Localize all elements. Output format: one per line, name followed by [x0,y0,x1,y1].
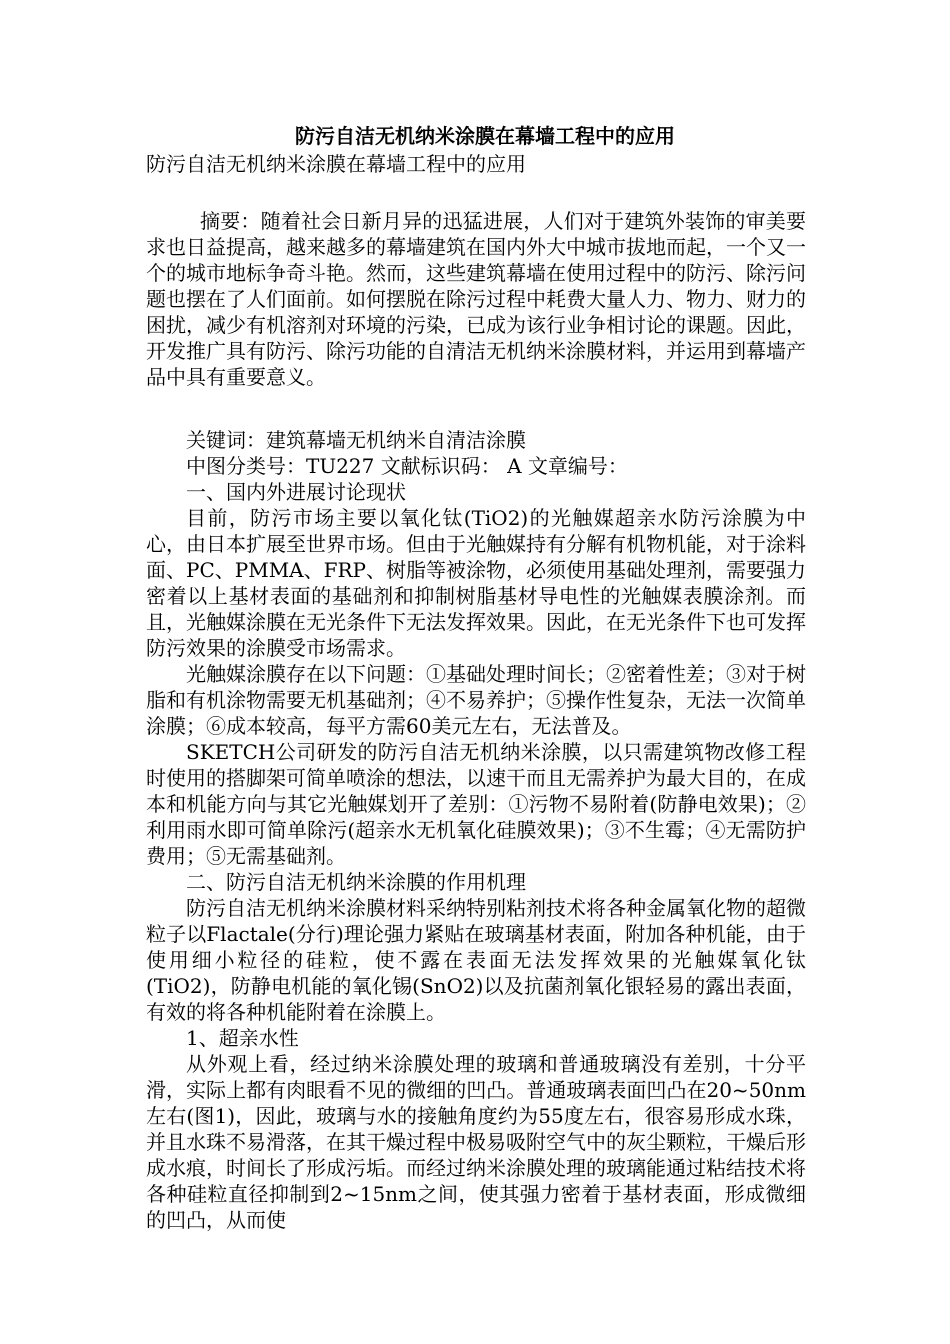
abstract-paragraph: 摘要：随着社会日新月异的迅猛进展，人们对于建筑外装饰的审美要求也日益提高，越来越多的幕墙建筑在国内外大中城市拔地而起，一个又一个的城市地标争奇斗艳。然而，这些建筑幕墙在使用过程中的防污、除污问题也摆在了人们面前。如何摆脱在除污过程中耗费大量人力、物力、财力的困扰，减少有机溶剂对环境的污染，已成为该行业争相讨论的课题。因此，开发推广具有防污、除污功能的自清洁无机纳米涂膜材料，并运用到幕墙产品中具有重要意义。 [146,209,806,389]
section2-subheading-1: 1、超亲水性 [186,1026,299,1050]
section2-paragraph-1: 防污自洁无机纳米涂膜材料采纳特别粘剂技术将各种金属氧化物的超微粒子以Flactale(分行)理论强力紧贴在玻璃基材表面，附加各种机能，由于使用细小粒径的硅粒，使不露在表面无法发挥效果的光触媒氧化钛(TiO2)，防静电机能的氧化锡(SnO2)以及抗菌剂氧化银轻易的露出表面，有效的将各种机能附着在涂膜上。 [146,896,806,1024]
section1-heading: 一、国内外进展讨论现状 [186,480,406,504]
classification-line: 中图分类号：TU227 文献标识码： A 文章编号： [186,454,628,478]
document-subtitle: 防污自洁无机纳米涂膜在幕墙工程中的应用 [146,152,526,176]
section1-paragraph-3: SKETCH公司研发的防污自洁无机纳米涂膜，以只需建筑物改修工程时使用的搭脚架可简单喷涂的想法，以速干而且无需养护为最大目的，在成本和机能方向与其它光触媒划开了差别：①污物不易附着(防静电效果)；②利用雨水即可简单除污(超亲水无机氧化硅膜效果)；③不生霉；④无需防护费用；⑤无需基础剂。 [146,740,806,868]
section2-paragraph-2: 从外观上看，经过纳米涂膜处理的玻璃和普通玻璃没有差别，十分平滑，实际上都有肉眼看不见的微细的凹凸。普通玻璃表面凹凸在20~50nm左右(图1)，因此，玻璃与水的接触角度约为55度左右，很容易形成水珠，并且水珠不易滑落，在其干燥过程中极易吸附空气中的灰尘颗粒，干燥后形成水痕，时间长了形成污垢。而经过纳米涂膜处理的玻璃能通过粘结技术将各种硅粒直径抑制到2~15nm之间，使其强力密着于基材表面，形成微细的凹凸，从而使 [146,1052,806,1232]
section2-heading: 二、防污自洁无机纳米涂膜的作用机理 [186,870,526,894]
keywords-line: 关键词：建筑幕墙无机纳米自清洁涂膜 [186,428,526,452]
section1-paragraph-1: 目前，防污市场主要以氧化钛(TiO2)的光触媒超亲水防污涂膜为中心，由日本扩展至世界市场。但由于光触媒持有分解有机物机能，对于涂料面、PC、PMMA、FRP、树脂等被涂物，必须使用基础处理剂，需要强力密着以上基材表面的基础剂和抑制树脂基材导电性的光触媒表膜涂剂。而且，光触媒涂膜在无光条件下无法发挥效果。因此，在无光条件下也可发挥防污效果的涂膜受市场需求。 [146,506,807,660]
document-title: 防污自洁无机纳米涂膜在幕墙工程中的应用 [295,124,675,148]
section1-paragraph-2: 光触媒涂膜存在以下问题：①基础处理时间长；②密着性差；③对于树脂和有机涂物需要无机基础剂；④不易养护；⑤操作性复杂，无法一次简单涂膜；⑥成本较高，每平方需60美元左右，无法普及。 [146,662,806,738]
document-page [146,122,806,1233]
